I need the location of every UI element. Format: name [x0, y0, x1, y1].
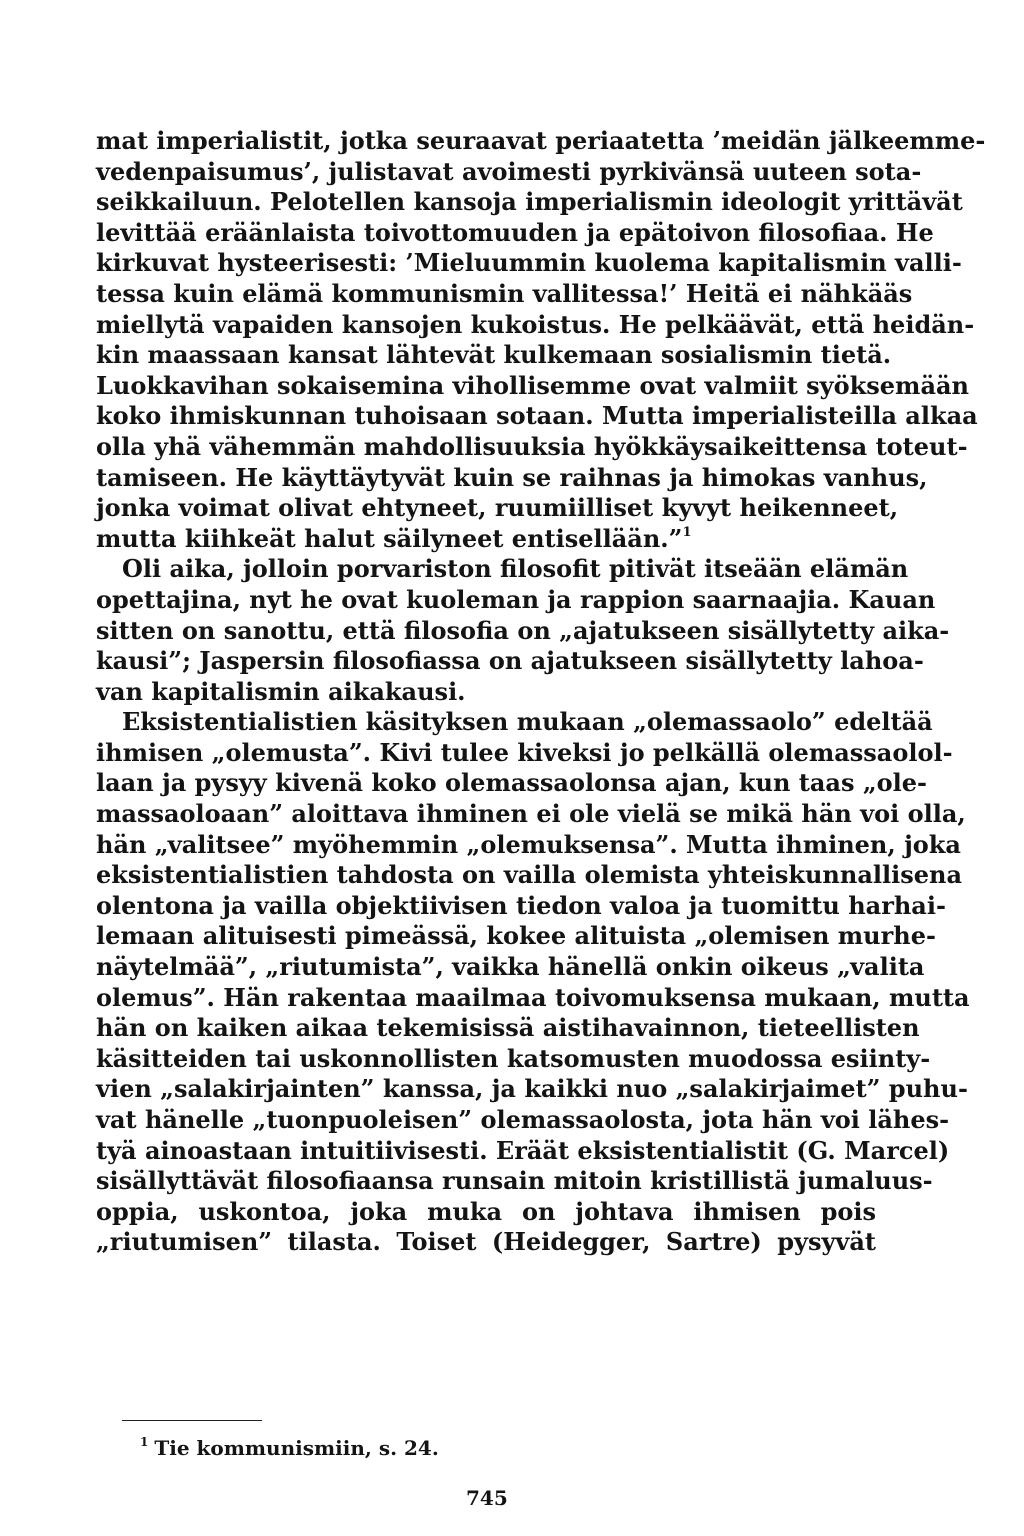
text-line — [96, 248, 962, 279]
text-line — [96, 370, 969, 402]
text-line — [96, 1227, 876, 1258]
text-line — [96, 952, 925, 983]
text-line — [96, 217, 934, 249]
text-line — [96, 890, 946, 922]
text-line — [96, 554, 909, 585]
text-line-content: olentona ja vailla objektiivisen tiedon valoa ja tuomittu harhai- — [96, 890, 946, 920]
text-line-content: laan ja pysyy kivenä koko olemassaolonsa ajan, kun taas „ole- — [96, 768, 927, 798]
text-line-content: kirkuvat hysteerisesti: ’Mieluummin kuolema kapitalismin valli- — [96, 248, 962, 278]
text-line — [96, 1043, 931, 1075]
page-body — [96, 126, 986, 1258]
footnote-marker: 1 — [140, 1435, 149, 1449]
text-line — [96, 829, 961, 861]
text-line-content: kausi”; Jaspersin filosofiassa on ajatukseen sisällytetty lahoa- — [96, 646, 924, 676]
text-line — [96, 431, 968, 463]
text-line-content: tyä ainoastaan intuitiivisesti. Eräät eksistentialistit (G. Marcel) — [96, 1135, 950, 1165]
text-line-content: Eksistentialistien käsityksen mukaan „olemassaolo” edeltää — [122, 707, 933, 737]
footnote — [140, 1436, 439, 1460]
text-line-content: levittää eräänlaista toivottomuuden ja epätoivon filosofiaa. He — [96, 217, 934, 247]
text-line-content: eksistentialistien tahdosta on vailla olemista yhteiskunnallisena — [96, 860, 963, 890]
text-line-content: lemaan alituisesti pimeässä, kokee alituista „olemisen murhe- — [96, 921, 936, 951]
text-line — [96, 584, 936, 616]
text-line — [96, 1013, 920, 1044]
text-line-content: tessa kuin elämä kommunismin vallitessa!’ Heitä ei nähkääs — [96, 278, 913, 308]
text-line — [96, 1074, 968, 1105]
text-line-content: sitten on sanottu, että filosofia on „ajatukseen sisällytetty aika- — [96, 615, 950, 645]
text-line — [96, 126, 986, 157]
text-line — [96, 921, 936, 952]
text-line — [96, 707, 933, 738]
footnote-reference: 1 — [682, 524, 692, 540]
footnote-rule — [122, 1420, 262, 1421]
text-line — [96, 340, 892, 371]
text-line-content: oppia, uskontoa, joka muka on johtava ihmisen pois — [96, 1196, 876, 1226]
text-line — [96, 278, 913, 310]
text-line — [96, 1105, 950, 1136]
text-line-content: vien „salakirjainten” kanssa, ja kaikki nuo „salakirjaimet” puhu- — [96, 1074, 968, 1104]
text-line-content: mat imperialistit, jotka seuraavat periaatetta ’meidän jälkeemme- — [96, 126, 986, 155]
text-line-content: Luokkavihan sokaisemina vihollisemme ovat valmiit syöksemään — [96, 370, 969, 400]
text-line — [96, 677, 876, 708]
text-line-content: opettajina, nyt he ovat kuoleman ja rappion saarnaajia. Kauan — [96, 584, 936, 614]
text-line — [96, 493, 899, 524]
text-line-content: hän on kaiken aikaa tekemisissä aistihavainnon, tieteellisten — [96, 1013, 920, 1043]
text-line-content: ihmisen „olemusta”. Kivi tulee kiveksi jo pelkällä olemassaolol- — [96, 737, 953, 767]
text-line-content: seikkailuun. Pelotellen kansoja imperialismin ideologit yrittävät — [96, 187, 963, 217]
text-line — [96, 615, 950, 647]
text-line — [96, 309, 975, 341]
text-line — [96, 860, 963, 891]
text-line — [96, 646, 924, 677]
text-line — [96, 982, 970, 1014]
text-line-content: „riutumisen” tilasta. Toiset (Heidegger, Sartre) pysyvät — [96, 1227, 876, 1257]
text-line — [96, 401, 978, 432]
text-line-content: koko ihmiskunnan tuhoisaan sotaan. Mutta imperialisteilla alkaa — [96, 401, 978, 431]
text-line-content: vedenpaisumus’, julistavat avoimesti pyrkivänsä uuteen sota- — [96, 156, 922, 186]
text-line — [96, 187, 963, 218]
text-line-content: Oli aika, jolloin porvariston filosofit pitivät itseään elämän — [122, 554, 909, 584]
text-line — [96, 156, 922, 188]
text-line-content: vat hänelle „tuonpuoleisen” olemassaolosta, jota hän voi lähes- — [96, 1105, 950, 1134]
footnote-text: Tie kommunismiin, s. 24. — [154, 1436, 439, 1460]
text-line — [96, 737, 953, 769]
text-line — [96, 524, 876, 555]
text-line-content: sisällyttävät filosofiaansa runsain mitoin kristillistä jumaluus- — [96, 1166, 933, 1196]
text-line — [96, 799, 966, 830]
text-line-content: kin maassaan kansat lähtevät kulkemaan sosialismin tietä. — [96, 340, 892, 370]
text-line-content: olla yhä vähemmän mahdollisuuksia hyökkäysaikeittensa toteut- — [96, 431, 968, 461]
text-line-content: massaoloaan” aloittava ihminen ei ole vielä se mikä hän voi olla, — [96, 799, 966, 829]
text-line-content: tamiseen. He käyttäytyvät kuin se raihnas ja himokas vanhus, — [96, 462, 928, 492]
page-number: 745 — [466, 1486, 508, 1510]
text-line-content: näytelmää”, „riutumista”, vaikka hänellä onkin oikeus „valita — [96, 952, 925, 982]
text-line-content: olemus”. Hän rakentaa maailmaa toivomuksensa mukaan, mutta — [96, 982, 970, 1012]
text-line-content: jonka voimat olivat ehtyneet, ruumiilliset kyvyt heikenneet, — [96, 493, 899, 523]
text-line — [96, 1197, 876, 1228]
text-line-content: mutta kiihkeät halut säilyneet entisellään.” — [96, 523, 683, 553]
text-line-content: käsitteiden tai uskonnollisten katsomusten muodossa esiinty- — [96, 1043, 931, 1073]
text-line-content: hän „valitsee” myöhemmin „olemuksensa”. Mutta ihminen, joka — [96, 829, 961, 859]
text-line — [96, 1135, 950, 1167]
text-line — [96, 768, 927, 799]
text-line — [96, 1166, 933, 1197]
text-line-content: miellytä vapaiden kansojen kukoistus. He pelkäävät, että heidän- — [96, 309, 975, 339]
text-line-content: van kapitalismin aikakausi. — [96, 676, 466, 706]
text-line — [96, 462, 928, 494]
